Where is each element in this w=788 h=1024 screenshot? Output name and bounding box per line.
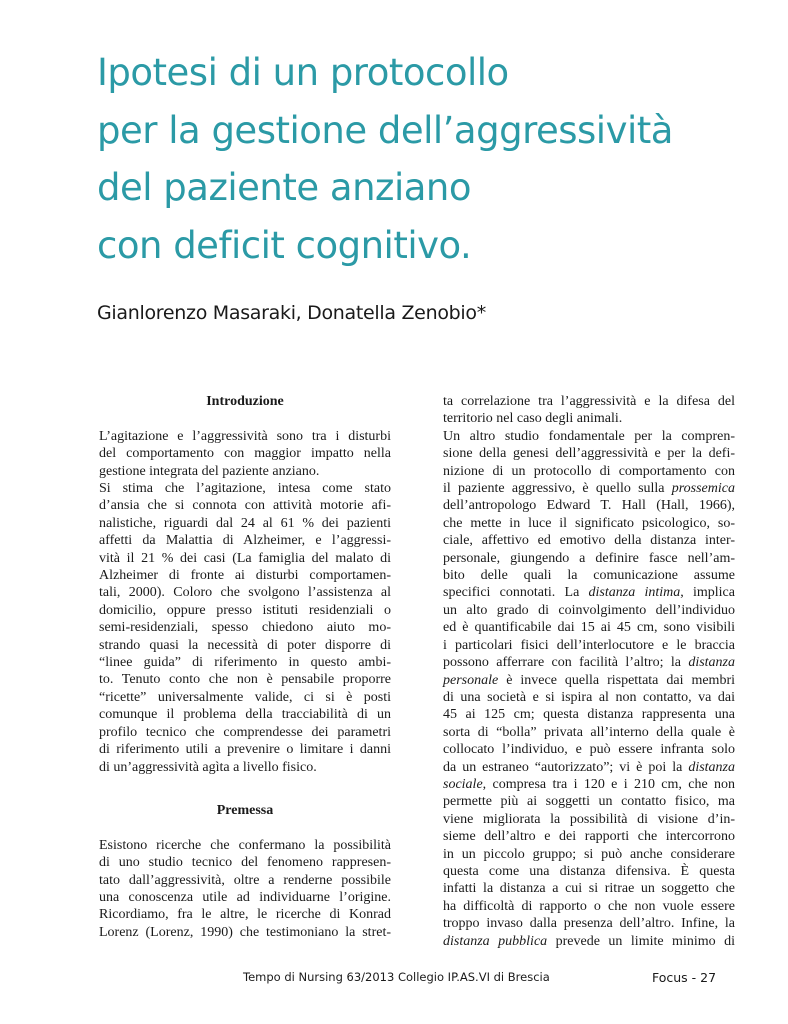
text-line: collocato l’individuo, e può essere infranta solo [443, 742, 735, 758]
title-line: per la gestione dell’aggressività [97, 108, 673, 152]
text-line: sorta di “bolla” privata all’interno della quale è [443, 724, 735, 740]
journal-info: Tempo di Nursing 63/2013 Collegio IP.AS.VI di Brescia [243, 970, 550, 984]
text-line: profilo tecnico che comprendesse dei parametri [99, 724, 391, 740]
text-line: ed è quantificabile dai 15 ai 45 cm, sono visibili [443, 620, 735, 636]
text-line: ha difficoltà di rapporto o che non vuole essere [443, 898, 735, 914]
page-number: Focus - 27 [652, 970, 717, 985]
text-line: tato dall’aggressività, oltre a renderne possibile [99, 872, 391, 888]
text-run: , compresa tra i 120 e i 210 cm, che non [482, 776, 735, 792]
text-line: in un piccolo gruppo; si può anche considerare [443, 846, 735, 862]
text-line: affetti da Malattia di Alzheimer, e l’aggressi- [99, 533, 391, 549]
intro-paragraphs [99, 428, 391, 776]
text-line: di un’aggressività agìta a livello fisico. [99, 759, 317, 775]
text-run: è invece quella rispettata dai membri [498, 672, 735, 688]
text-line [443, 654, 735, 671]
text-line: personale, giungendo a definire fasce nell’am- [443, 550, 735, 566]
text-line: infatti la distanza a cui si ritrae un soggetto che [443, 881, 735, 897]
text-line: Si stima che l’agitazione, intesa come stato [99, 481, 391, 497]
text-line: di una società e si ispira al non contatto, va dai [443, 689, 735, 705]
text-run: specifici connotati. La [443, 585, 589, 601]
text-run: prevede un limite minimo di [547, 933, 735, 949]
text-line: ta correlazione tra l’aggressività e la difesa del [443, 394, 735, 409]
text-line: Esistono ricerche che confermano la possibilità [99, 837, 391, 853]
term-distanza: distanza [688, 655, 735, 671]
article-title [97, 44, 757, 274]
text-line: permette più ai soggetti un contatto fisico, ma [443, 794, 735, 810]
text-line: ciale, affettivo ed emotivo della distanza inter- [443, 533, 735, 549]
text-line [443, 759, 735, 776]
text-line: di uno studio tecnico del fenomeno rappresen- [99, 855, 391, 871]
right-column [443, 393, 735, 950]
text-line: domicilio, oppure presso istituti residenziali o [99, 602, 391, 618]
text-line: vità il 21 % dei casi (La famiglia del malato di [99, 550, 391, 566]
text-line: troppo invaso dalla presenza dell’altro. Infine, la [443, 916, 735, 932]
text-line: dell’antropologo Edward T. Hall (Hall, 1966), [443, 498, 735, 514]
title-line: del paziente anziano [97, 166, 471, 209]
text-line: L’agitazione e l’aggressività sono tra i disturbi [99, 428, 391, 444]
text-line: semi-residenziali, spesso chiedono aiuto mo- [99, 620, 391, 636]
text-line: gestione integrata del paziente anziano. [99, 463, 320, 479]
text-line: comunque il problema della tracciabilità di un [99, 707, 391, 723]
authors: Gianlorenzo Masaraki, Donatella Zenobio* [97, 302, 486, 324]
page-footer [0, 970, 788, 990]
text-run: il paziente aggressivo, è quello sulla [443, 481, 672, 497]
term-distanza: distanza [688, 759, 735, 775]
text-line: 45 ai 125 cm; questa distanza rappresenta una [443, 707, 735, 723]
text-line: i particolari fisici dell’interlocutore e le braccia [443, 637, 735, 653]
text-line: sieme dell’altro e dei rapporti che intercorrono [443, 829, 735, 845]
text-line [443, 480, 735, 497]
text-line: nizione di un protocollo di comportamento con [443, 463, 735, 479]
term-distanza-pubblica: distanza pubblica [443, 933, 548, 949]
title-line: Ipotesi di un protocollo [97, 51, 509, 94]
text-line: questa come una distanza difensiva. È questa [443, 863, 735, 879]
text-line: un alto grado di coinvolgimento dell’individuo [443, 602, 735, 618]
text-line: Un altro studio fondamentale per la compren- [443, 428, 735, 444]
text-line: viene migliorata la possibilità di visione d’in- [443, 811, 735, 827]
text-line [443, 584, 735, 601]
premessa-paragraph [99, 837, 391, 941]
text-line: Alzheimer di fronte ai disturbi comportamen- [99, 568, 391, 584]
title-line: con deficit cognitivo. [97, 223, 472, 267]
text-line: “linee guida” di riferimento in questo ambi- [99, 655, 391, 671]
text-line [443, 933, 735, 950]
text-line: sione della genesi dell’aggressività e per la defi- [443, 446, 735, 462]
text-line [443, 672, 735, 689]
term-personale: personale [443, 672, 499, 688]
text-line: una conoscenza utile ad individuarne l’origine. [99, 889, 391, 905]
text-line: Ricordiamo, fra le altre, le ricerche di Konrad [99, 907, 391, 923]
text-line: di riferimento utili a prevenire o limitare i danni [99, 742, 391, 758]
left-column [99, 393, 391, 941]
text-line: strando quasi la necessità di poter disporre di [99, 637, 391, 653]
text-line: tali, 2000). Coloro che svolgono l’assistenza al [99, 585, 391, 601]
text-line: Lorenz (Lorenz, 1990) che testimoniano la stret- [99, 924, 391, 940]
text-line: bito delle quali la comunicazione assume [443, 568, 735, 584]
text-line: territorio nel caso degli animali. [443, 411, 623, 427]
term-prossemica: prossemica [671, 481, 735, 497]
text-line [443, 776, 735, 793]
section-heading-introduzione: Introduzione [206, 394, 284, 409]
term-distanza-intima: distanza intima [588, 585, 681, 601]
text-line: d’ansia che si connota con attività motorie afi- [99, 498, 391, 514]
text-line: “ricette” universalmente valide, ci si è posti [99, 689, 391, 705]
text-run: , implica [680, 585, 735, 601]
text-run: da un estraneo “autorizzato”; vi è poi la [443, 759, 689, 775]
text-run: possono afferrare con facilità l’altro; la [443, 655, 689, 671]
text-line: to. Tenuto conto che non è pensabile proporre [99, 672, 391, 688]
text-line: nalistiche, riguardi dal 24 al 61 % dei pazienti [99, 515, 391, 531]
term-sociale: sociale [443, 776, 483, 792]
text-line: che mette in luce il significato psicologico, so- [443, 515, 735, 531]
text-line: del comportamento con maggior impatto nella [99, 446, 391, 462]
section-heading-premessa: Premessa [216, 802, 274, 818]
